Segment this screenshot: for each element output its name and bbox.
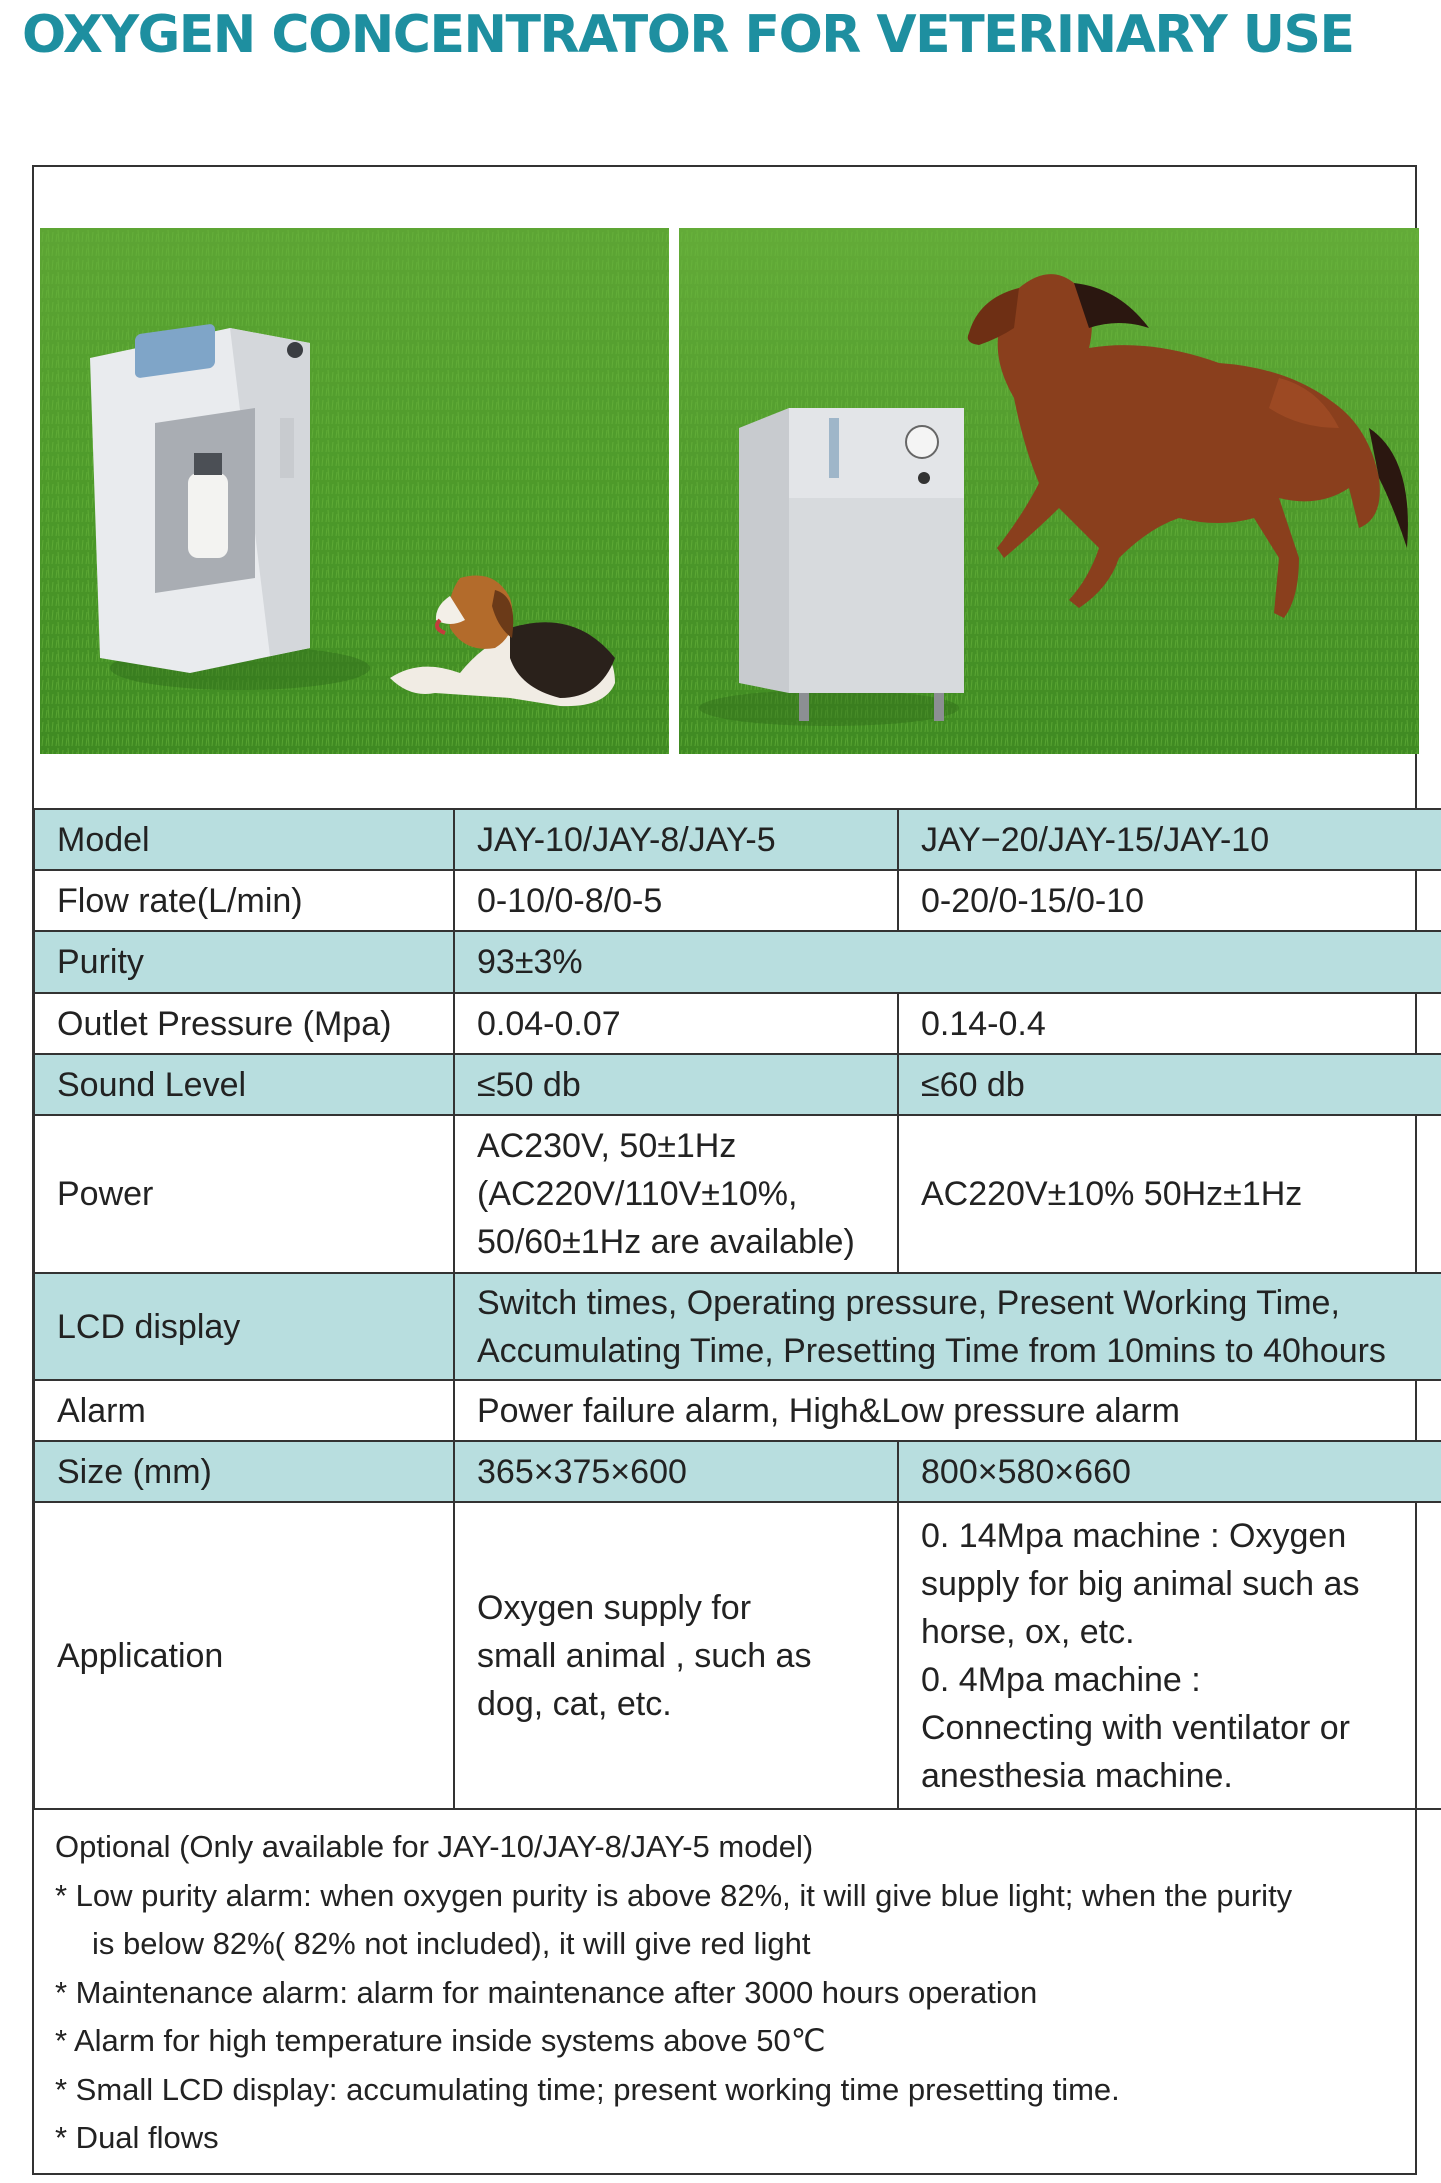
application-line: supply for big animal such as: [921, 1564, 1360, 1603]
application-line: anesthesia machine.: [921, 1756, 1233, 1795]
note-item: * Dual flows: [55, 2120, 219, 2155]
row-label: Outlet Pressure (Mpa): [34, 993, 454, 1054]
application-line: Oxygen supply for: [477, 1588, 752, 1627]
table-row-outlet-pressure: [34, 993, 1441, 1054]
application-line: dog, cat, etc.: [477, 1684, 672, 1723]
power-line: AC230V, 50±1Hz: [477, 1127, 737, 1165]
application-line: horse, ox, etc.: [921, 1612, 1135, 1651]
row-label: Flow rate(L/min): [34, 870, 454, 931]
power-line: (AC220V/110V±10%,: [477, 1175, 798, 1213]
row-label: Size (mm): [34, 1441, 454, 1502]
cell-sound-large: ≤60 db: [898, 1054, 1441, 1115]
application-line: 0. 14Mpa machine : Oxygen: [921, 1516, 1347, 1555]
row-label: Alarm: [34, 1380, 454, 1441]
application-line: Connecting with ventilator or: [921, 1708, 1351, 1747]
cell-flow-large: 0-20/0-15/0-10: [898, 870, 1441, 931]
dog-photo-illustration: [40, 228, 669, 754]
row-label: Model: [34, 809, 454, 870]
cell-alarm: Power failure alarm, High&Low pressure alarm: [454, 1380, 1441, 1441]
photo-concentrator-with-horse: [679, 228, 1419, 754]
note-item: * Small LCD display: accumulating time; present working time presetting time.: [55, 2071, 1120, 2107]
cell-flow-small: 0-10/0-8/0-5: [454, 870, 898, 931]
cell-sound-small: ≤50 db: [454, 1054, 898, 1115]
row-label: LCD display: [34, 1273, 454, 1380]
table-row-lcd-display: [34, 1273, 1441, 1380]
cell-application-small: [454, 1502, 898, 1809]
cell-size-small: 365×375×600: [454, 1441, 898, 1502]
cell-model-small: JAY-10/JAY-8/JAY-5: [454, 809, 898, 870]
cell-application-large: [898, 1502, 1441, 1809]
note-item: * Alarm for high temperature inside systems above 50℃: [55, 2023, 826, 2058]
power-line: 50/60±1Hz are available): [477, 1223, 855, 1261]
cell-lcd-display: [454, 1273, 1441, 1380]
table-row-flow-rate: [34, 870, 1441, 931]
photo-concentrator-with-dog: [40, 228, 669, 754]
cell-pressure-small: 0.04-0.07: [454, 993, 898, 1054]
cell-model-large: JAY−20/JAY-15/JAY-10: [898, 809, 1441, 870]
row-label: Application: [34, 1502, 454, 1809]
table-row-model: [34, 809, 1441, 870]
cell-size-large: 800×580×660: [898, 1441, 1441, 1502]
horse-photo-illustration: [679, 228, 1419, 754]
lcd-line: Accumulating Time, Presetting Time from 10mins to 40hours: [477, 1331, 1386, 1370]
note-item-continuation: is below 82%( 82% not included), it will give red light: [92, 1926, 811, 1961]
lcd-line: Switch times, Operating pressure, Present Working Time,: [477, 1283, 1340, 1322]
table-row-application: [34, 1502, 1441, 1809]
cell-power-small: [454, 1115, 898, 1273]
row-label: Power: [34, 1115, 454, 1273]
cell-pressure-large: 0.14-0.4: [898, 993, 1441, 1054]
cell-purity: 93±3%: [454, 931, 1441, 993]
row-label: Sound Level: [34, 1054, 454, 1115]
note-item: * Low purity alarm: when oxygen purity is above 82%, it will give blue light; when the purity: [55, 1877, 1293, 1913]
row-label: Purity: [34, 931, 454, 993]
optional-features-notes: [55, 1823, 1410, 2163]
table-row-sound-level: [34, 1054, 1441, 1115]
application-line: 0. 4Mpa machine :: [921, 1660, 1201, 1699]
specification-table: [33, 808, 1441, 1810]
notes-heading: Optional (Only available for JAY-10/JAY-8/JAY-5 model): [55, 1829, 814, 1864]
table-row-alarm: [34, 1380, 1441, 1441]
note-item: * Maintenance alarm: alarm for maintenance after 3000 hours operation: [55, 1974, 1038, 2010]
application-line: small animal , such as: [477, 1636, 812, 1675]
cell-power-large: AC220V±10% 50Hz±1Hz: [898, 1115, 1441, 1273]
table-row-purity: [34, 931, 1441, 993]
page-title: OXYGEN CONCENTRATOR FOR VETERINARY USE: [22, 5, 1354, 65]
table-row-power: [34, 1115, 1441, 1273]
table-row-size: [34, 1441, 1441, 1502]
